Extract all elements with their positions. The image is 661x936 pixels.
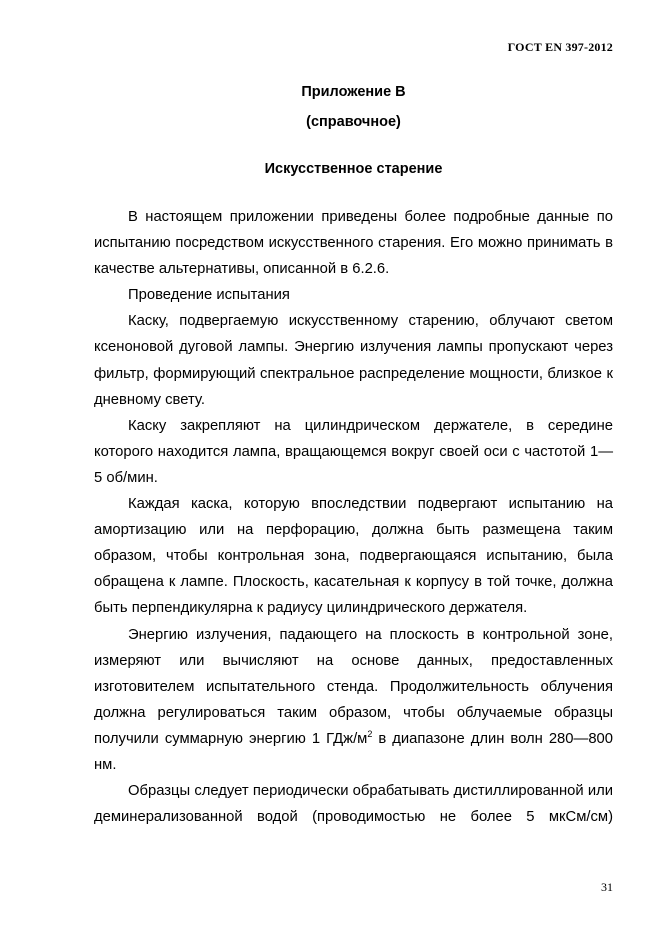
appendix-title: Приложение В [301, 84, 406, 100]
paragraph-energy [94, 622, 613, 779]
document-body [94, 204, 613, 830]
section-title: Искусственное старение [264, 161, 443, 177]
appendix-subtitle: (справочное) [306, 114, 401, 130]
paragraph-lamp: Каску, подвергаемую искусственному старению, облучают светом ксеноновой дуговой лампы. Энергию излучения лампы пропускают через фильтр, формирующий спектральное распределение мощности, близкое к дневному свету. [94, 313, 613, 408]
paragraph-intro: В настоящем приложении приведены более подробные данные по испытанию посредством искусственного старения. Его можно принимать в качестве альтернативы, описанной в 6.2.6. [94, 209, 613, 278]
paragraph-placement: Каждая каска, которую впоследствии подвергают испытанию на амортизацию или на перфорацию, должна быть размещена таким образом, чтобы контрольная зона, подвергающаяся испытанию, была обращена к лампе. Плоскость, касательная к корпусу в той точке, должна быть перпендикулярна к радиусу цилиндрического держателя. [94, 496, 613, 617]
energy-superscript: 2 [367, 728, 373, 739]
paragraph-water: Образцы следует периодически обрабатывать дистиллированной или деминерализованной водой (проводимостью не более 5 мкСм/см) [94, 783, 613, 826]
paragraph-holder: Каску закрепляют на цилиндрическом держателе, в середине которого находится лампа, вращающемся вокруг своей оси с частотой 1—5 об/мин. [94, 417, 613, 486]
page-number: 31 [601, 880, 613, 894]
energy-text-part2: в диапазоне длин волн 280—800 нм. [94, 730, 614, 773]
standard-header: ГОСТ EN 397-2012 [507, 40, 613, 54]
energy-text-part1: Энергию излучения, падающего на плоскость в контрольной зоне, измеряют или вычисляют на основе данных, предоставленных изготовителем испытательного стенда. Продолжительность облучения должна регулироваться таким образом, чтобы облучаемые образцы получили суммарную энергию 1 ГДж/м [94, 626, 613, 747]
paragraph-test-heading: Проведение испытания [128, 287, 290, 304]
